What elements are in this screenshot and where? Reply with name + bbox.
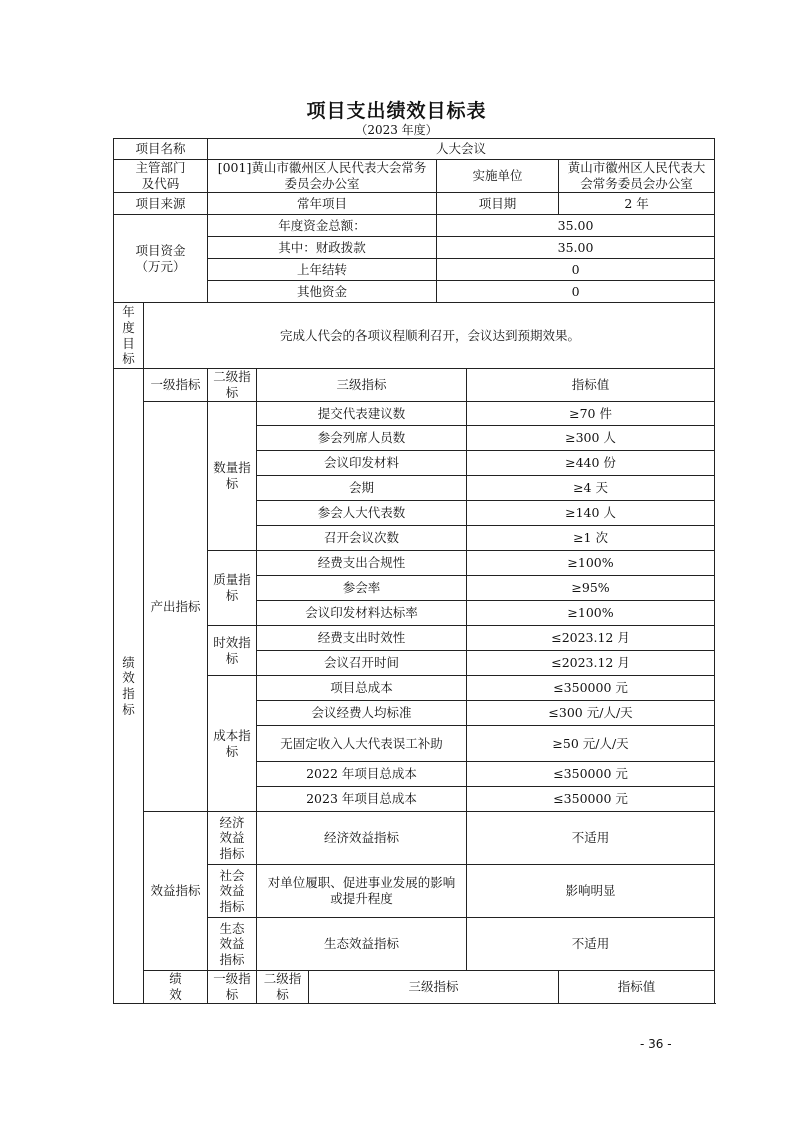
indicator-name: 参会人大代表数 [257,501,467,526]
funds-total-label: 年度资金总额： [208,215,437,237]
funds-other-label: 其他资金 [208,281,437,303]
implementing-unit-value: 黄山市徽州区人民代表大会常务委员会办公室 [559,160,715,193]
performance-indicator-label [114,369,144,1004]
project-name-label: 项目名称 [114,139,208,160]
quantity-indicator-label: 数量指标 [208,402,257,551]
vertical-char: 效 [122,670,135,686]
output-indicator-label: 产出指标 [144,402,208,812]
vertical-char: 效 [169,987,182,1002]
page-title: 项目支出绩效目标表 [306,100,487,122]
annual-goal-label [114,303,144,369]
benefit-indicator-label: 效益指标 [144,812,208,971]
indicator-name: 参会列席人员数 [257,426,467,451]
header-level1: 一级指标 [144,369,208,402]
project-name-value: 人大会议 [208,139,715,160]
header-value: 指标值 [467,369,715,402]
indicator-value: 影响明显 [467,865,715,918]
year-note: （2023 年度） [355,123,438,137]
funds-label: 项目资金 （万元） [114,215,208,303]
indicator-value: ≤2023.12 月 [467,651,715,676]
indicator-name: 会期 [257,476,467,501]
vertical-char: 指 [122,686,135,701]
department-label: 主管部门 及代码 [114,160,208,193]
vertical-char: 度 [122,319,135,335]
indicator-value: ≥100% [467,551,715,576]
source-value: 常年项目 [208,193,437,215]
ecological-benefit-label: 生态效益指标 [208,918,257,971]
vertical-char: 标 [122,701,135,717]
indicator-name: 会议印发材料 [257,451,467,476]
quality-indicator-label: 质量指标 [208,551,257,626]
annual-goal-text: 完成人代会的各项议程顺利召开，会议达到预期效果。 [144,303,715,369]
implementing-unit-label: 实施单位 [437,160,559,193]
indicator-name: 2023 年项目总成本 [257,787,467,812]
social-benefit-label: 社会效益指标 [208,865,257,918]
continued-performance-label [144,971,208,1004]
indicator-name: 项目总成本 [257,676,467,701]
page-number: - 36 - [640,1037,672,1051]
continued-header-level3: 三级指标 [309,971,559,1004]
funds-total-value: 35.00 [437,215,715,237]
funds-other-value: 0 [437,281,715,303]
continued-header-level2: 二级指标 [257,971,309,1004]
timeliness-indicator-label: 时效指标 [208,626,257,676]
project-name-row [114,139,715,160]
indicator-name: 对单位履职、促进事业发展的影响或提升程度 [257,865,467,918]
indicator-row [114,402,715,426]
vertical-char: 绩 [122,654,135,670]
funds-fiscal-label: 其中：财政拨款 [208,237,437,259]
funds-total-row [114,215,715,237]
continued-header-value: 指标值 [559,971,715,1004]
continued-header-level1: 一级指标 [208,971,257,1004]
indicator-value: ≥95% [467,576,715,601]
indicator-value: ≥70 件 [467,402,715,426]
funds-carryover-label: 上年结转 [208,259,437,281]
indicator-value: ≥1 次 [467,526,715,551]
indicator-name: 提交代表建议数 [257,402,467,426]
indicator-value: ≤350000 元 [467,676,715,701]
performance-indicator-label-text [118,655,139,718]
indicator-value: ≥440 份 [467,451,715,476]
annual-goal-label-text [118,304,139,367]
indicator-value: 不适用 [467,918,715,971]
vertical-char: 年 [122,304,135,320]
funds-fiscal-value: 35.00 [437,237,715,259]
indicator-name: 经济效益指标 [257,812,467,865]
indicator-value: ≥100% [467,601,715,626]
indicator-value: ≥4 天 [467,476,715,501]
performance-goal-table [113,138,715,1004]
indicator-header-row [114,369,715,402]
indicator-value: ≤350000 元 [467,762,715,787]
indicator-value: ≤300 元/人/天 [467,701,715,726]
indicator-name: 无固定收入人大代表误工补助 [257,726,467,762]
indicator-name: 经费支出合规性 [257,551,467,576]
indicator-row [114,812,715,865]
indicator-value: 不适用 [467,812,715,865]
continued-header-row [114,971,715,1004]
period-value: 2 年 [559,193,715,215]
annual-goal-row [114,303,715,369]
department-value: [001]黄山市徽州区人民代表大会常务委员会办公室 [208,160,437,193]
indicator-name: 经费支出时效性 [257,626,467,651]
indicator-name: 会议印发材料达标率 [257,601,467,626]
vertical-char: 绩 [169,971,182,987]
indicator-name: 生态效益指标 [257,918,467,971]
indicator-value: ≤2023.12 月 [467,626,715,651]
source-row [114,193,715,215]
economic-benefit-label: 经济效益指标 [208,812,257,865]
indicator-name: 会议经费人均标准 [257,701,467,726]
indicator-value: ≥300 人 [467,426,715,451]
header-level3: 三级指标 [257,369,467,402]
cost-indicator-label: 成本指标 [208,676,257,812]
indicator-value: ≥50 元/人/天 [467,726,715,762]
indicator-name: 召开会议次数 [257,526,467,551]
vertical-char: 标 [122,351,135,367]
source-label: 项目来源 [114,193,208,215]
vertical-char: 目 [122,335,135,351]
period-label: 项目期 [437,193,559,215]
indicator-name: 2022 年项目总成本 [257,762,467,787]
funds-carryover-value: 0 [437,259,715,281]
indicator-name: 参会率 [257,576,467,601]
indicator-name: 会议召开时间 [257,651,467,676]
header-level2: 二级指标 [208,369,257,402]
continued-performance-label-text [148,971,203,1002]
indicator-value: ≤350000 元 [467,787,715,812]
indicator-value: ≥140 人 [467,501,715,526]
department-row [114,160,715,193]
